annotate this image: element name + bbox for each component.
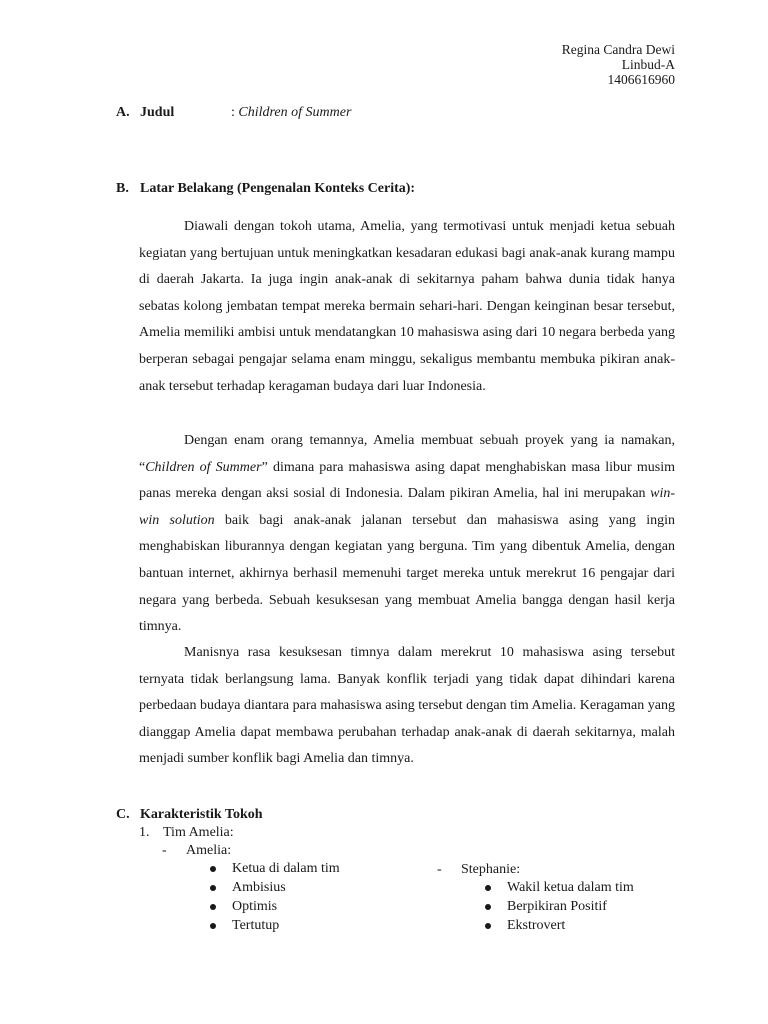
list-item: Wakil ketua dalam tim [483,878,634,897]
heading-c [116,807,263,823]
paragraph-2-part-b: ” dimana para mahasiswa asing dapat menghabiskan masa libur musim panas mereka dengan aksi sosial di Indonesia. Dalam pikiran Amelia, hal ini merupakan [139,459,675,502]
list-item-label: Tim Amelia: [163,825,234,840]
author-block [562,42,675,87]
heading-a-label: Judul [140,105,175,120]
member-amelia [162,843,231,859]
heading-a [116,105,174,121]
heading-c-letter: C. [116,807,130,822]
member-stephanie-name: Stephanie: [461,862,521,877]
amelia-traits-list [208,859,340,935]
heading-b-label: Latar Belakang (Pengenalan Konteks Cerita): [140,181,416,196]
paragraph-1: Diawali dengan tokoh utama, Amelia, yang termotivasi untuk menjadi ketua sebuah kegiatan yang bertujuan untuk meningkatkan kesadaran edukasi bagi anak-anak kurang mampu di daerah Jakarta. Ia juga ingin anak-anak di sekitarnya paham bahwa dunia tidak hanya sebatas kolong jembatan tempat mereka bermain sehari-hari. Dengan keinginan besar tersebut, Amelia memiliki ambisi untuk mendatangkan 10 mahasiswa asing dari 10 negara berbeda yang berperan sebagai pengajar selama enam minggu, sekaligus membantu membuka pikiran anak-anak tersebut terhadap keragaman budaya dari luar Indonesia. [139,219,675,394]
title-colon: : [231,105,235,120]
title-text: Children of Summer [238,105,352,120]
dash-marker: - [437,862,442,877]
author-class: Linbud-A [621,57,675,72]
heading-c-label: Karakteristik Tokoh [140,807,263,822]
heading-a-letter: A. [116,105,130,120]
heading-b-letter: B. [116,181,129,196]
list-item-tim-amelia [139,825,234,841]
list-number: 1. [139,825,150,840]
list-item: Berpikiran Positif [483,897,634,916]
paragraph-2-emphasis-2: win-win solution [139,486,675,528]
paragraph-2-emphasis-1: Children of Summer [145,459,262,475]
paragraph-3: Manisnya rasa kesuksesan timnya dalam merekrut 10 mahasiswa asing tersebut ternyata tidak berlangsung lama. Banyak konflik terjadi yang tidak dapat dihindari karena perbedaan budaya diantara para mahasiswa asing tersebut dengan tim Amelia. Keragaman yang dianggap Amelia dapat membawa perubahan terhadap anak-anak di daerah sekitarnya, malah menjadi sumber konflik bagi Amelia dan timnya. [139,645,675,767]
list-item: Ambisius [208,878,340,897]
list-item: Optimis [208,897,340,916]
heading-b [116,181,415,197]
list-item: Ketua di dalam tim [208,859,340,878]
list-item: Ekstrovert [483,916,634,935]
member-amelia-name: Amelia: [186,843,232,858]
paragraph-2-part-a: Dengan enam orang temannya, Amelia membuat sebuah proyek yang ia namakan, “ [139,433,675,475]
paragraph-2-part-c: baik bagi anak-anak jalanan tersebut dan mahasiswa asing yang ingin menghabiskan liburannya dengan kegiatan yang berguna. Tim yang dibentuk Amelia, dengan bantuan internet, akhirnya berhasil memenuhi target mereka untuk merekrut 16 pengajar dari negara yang berbeda. Sebuah kesuksesan yang membuat Amelia bangga dengan hasil kerja timnya. [139,512,675,635]
list-item: Tertutup [208,916,340,935]
author-id: 1406616960 [607,72,675,87]
title-value [231,105,351,121]
dash-marker: - [162,843,167,858]
member-stephanie [437,862,520,878]
author-name: Regina Candra Dewi [561,42,675,57]
stephanie-traits-list [483,878,634,935]
paragraph-2 [139,428,675,641]
